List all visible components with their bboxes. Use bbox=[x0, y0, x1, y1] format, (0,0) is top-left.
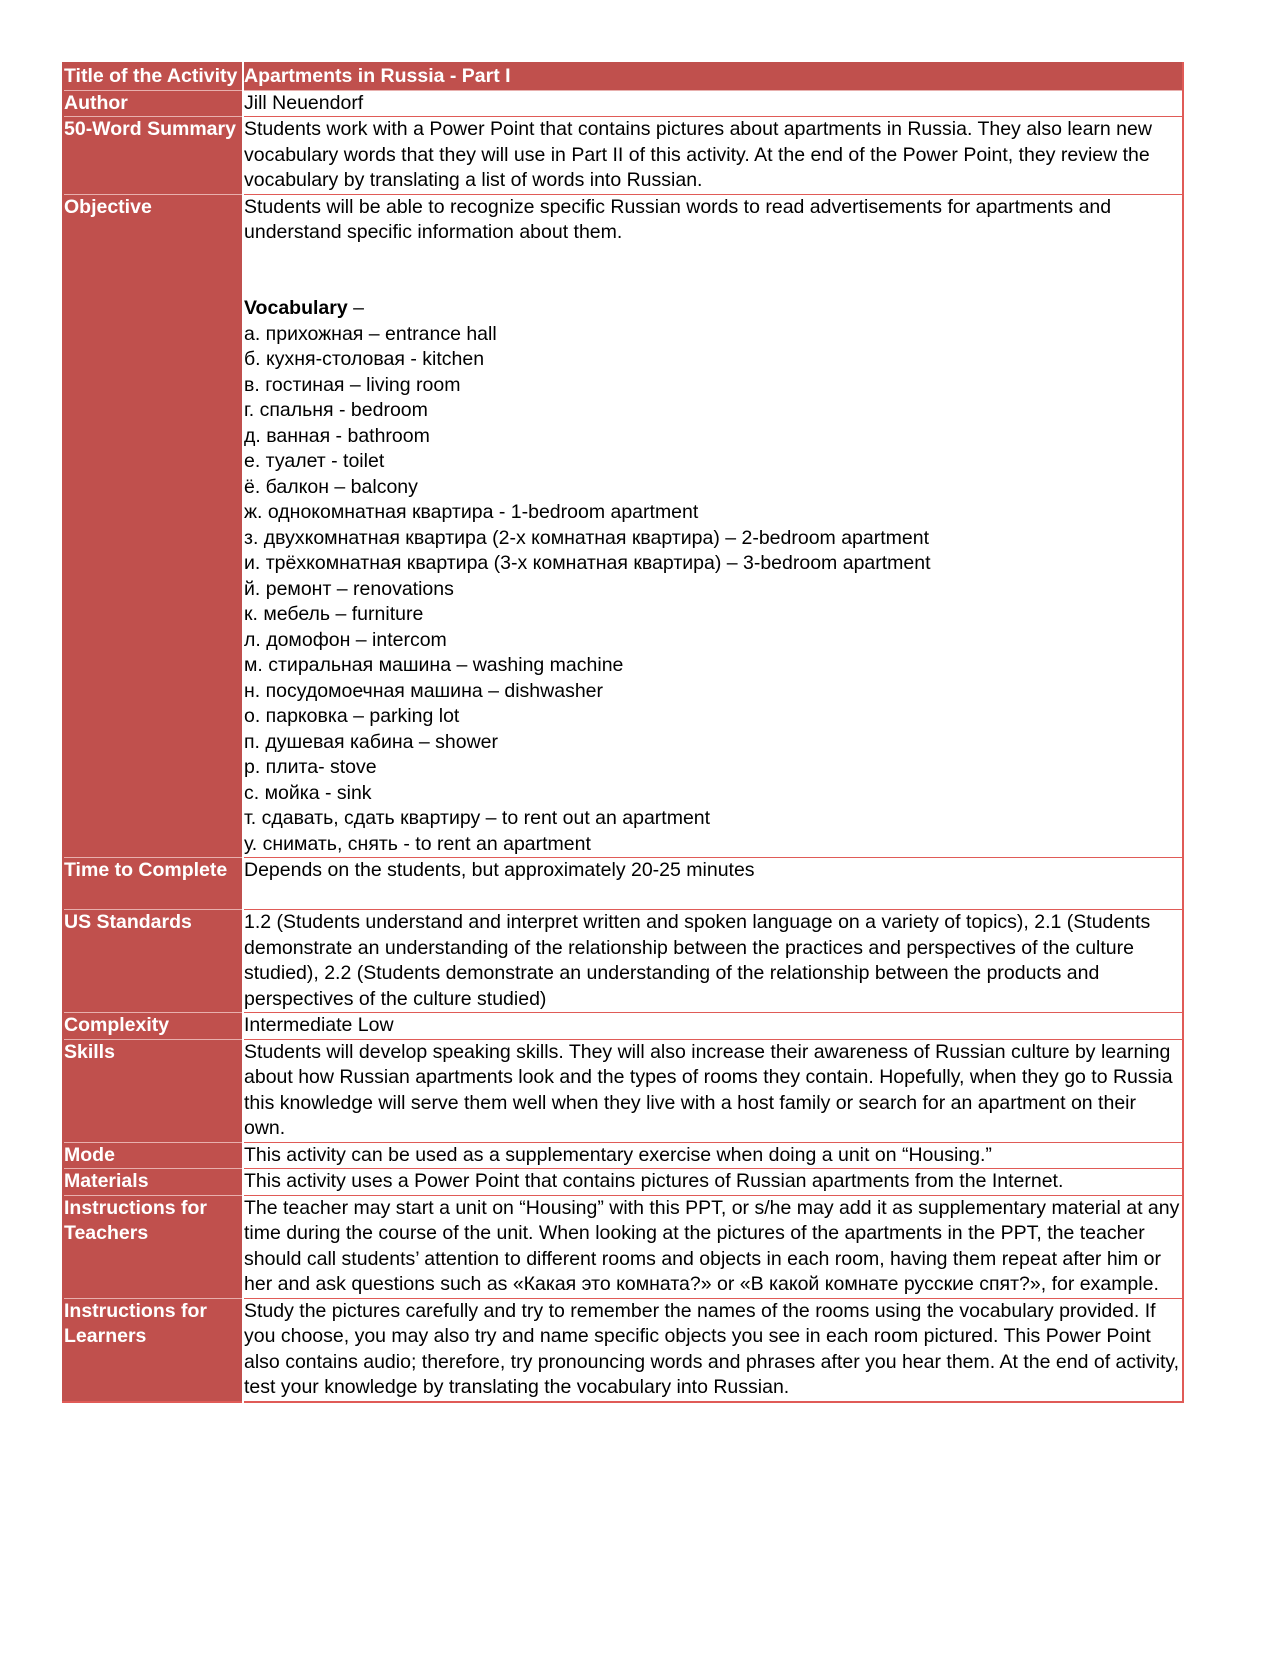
list-item: б. кухня-столовая - kitchen bbox=[244, 348, 485, 370]
table-row-author bbox=[63, 90, 1183, 117]
activity-description-table bbox=[62, 62, 1184, 1403]
row-label-us-standards: US Standards bbox=[63, 910, 243, 1013]
row-value-summary: Students work with a Power Point that contains pictures about apartments in Russia. They also learn new vocabulary words that they will use in Part II of this activity. At the end of the Power Point, they review the vocabulary by translating a list of words into Russian. bbox=[243, 117, 1183, 195]
list-item: л. домофон – intercom bbox=[244, 628, 447, 651]
vocabulary-list bbox=[244, 322, 1182, 858]
row-label-summary: 50-Word Summary bbox=[63, 117, 243, 195]
list-item: г. спальня - bedroom bbox=[244, 399, 428, 421]
row-value-materials: This activity uses a Power Point that contains pictures of Russian apartments from the Internet. bbox=[243, 1169, 1183, 1196]
table-row-mode bbox=[63, 1142, 1183, 1169]
table-row-skills bbox=[63, 1039, 1183, 1142]
row-value-instructions-teachers: The teacher may start a unit on “Housing” with this PPT, or s/he may add it as supplementary material at any time during the course of the unit. When looking at the pictures of the apartments in the PPT, the teacher should call students’ attention to different rooms and objects in each room, having them repeat after him or her and ask questions such as «Какая это комната?» or «В какой комнате русские спят?», for example. bbox=[243, 1195, 1183, 1298]
list-item: п. душевая кабина – shower bbox=[244, 730, 498, 753]
row-value-time-to-complete bbox=[243, 858, 1183, 910]
row-label-title: Title of the Activity bbox=[63, 63, 243, 90]
list-item: р. плита- stove bbox=[244, 756, 377, 778]
list-item: и. трёхкомнатная квартира (3-х комнатная квартира) – 3-bedroom apartment bbox=[244, 552, 931, 574]
row-value-mode: This activity can be used as a supplementary exercise when doing a unit on “Housing.” bbox=[243, 1142, 1183, 1169]
table-row-materials bbox=[63, 1169, 1183, 1196]
list-item: т. сдавать, сдать квартиру – to rent out an apartment bbox=[244, 807, 711, 829]
row-label-complexity: Complexity bbox=[63, 1013, 243, 1040]
list-item: с. мойка - sink bbox=[244, 781, 372, 804]
list-item: м. стиральная машина – washing machine bbox=[244, 654, 624, 676]
table-row-title bbox=[63, 63, 1183, 90]
row-value-author: Jill Neuendorf bbox=[243, 90, 1183, 117]
vocabulary-heading bbox=[244, 296, 1182, 322]
row-label-author: Author bbox=[63, 90, 243, 117]
time-to-complete-spacer bbox=[244, 884, 1182, 910]
row-value-complexity: Intermediate Low bbox=[243, 1013, 1183, 1040]
row-label-objective: Objective bbox=[63, 194, 243, 858]
vocabulary-heading-text: Vocabulary bbox=[244, 297, 348, 319]
row-label-instructions-teachers: Instructions for Teachers bbox=[63, 1195, 243, 1298]
row-label-instructions-learners: Instructions for Learners bbox=[63, 1298, 243, 1402]
row-value-instructions-learners: Study the pictures carefully and try to remember the names of the rooms using the vocabulary provided. If you choose, you may also try and name specific objects you see in each room pictured. This Power Point also contains audio; therefore, try pronouncing words and phrases after you hear them. At the end of activity, test your knowledge by translating the vocabulary into Russian. bbox=[243, 1298, 1183, 1402]
table-row-instructions-learners bbox=[63, 1298, 1183, 1402]
row-value-us-standards: 1.2 (Students understand and interpret written and spoken language on a variety of topics), 2.1 (Students demonstrate an understanding of the relationship between the practices and perspectives of the culture studied), 2.2 (Students demonstrate an understanding of the relationship between the products and perspectives of the culture studied) bbox=[243, 910, 1183, 1013]
list-item: в. гостиная – living room bbox=[244, 373, 461, 396]
list-item: ж. однокомнатная квартира - 1-bedroom apartment bbox=[244, 501, 699, 523]
row-label-time-to-complete: Time to Complete bbox=[63, 858, 243, 910]
row-label-mode: Mode bbox=[63, 1142, 243, 1169]
list-item: д. ванная - bathroom bbox=[244, 424, 430, 447]
row-value-skills: Students will develop speaking skills. They will also increase their awareness of Russian culture by learning about how Russian apartments look and the types of rooms they contain. Hopefully, when they go to Russia this knowledge will serve them well when they live with a host family or search for an apartment on their own. bbox=[243, 1039, 1183, 1142]
list-item: н. посудомоечная машина – dishwasher bbox=[244, 679, 603, 702]
list-item: ё. балкон – balcony bbox=[244, 475, 418, 498]
list-item: к. мебель – furniture bbox=[244, 603, 424, 625]
list-item: е. туалет - toilet bbox=[244, 450, 385, 472]
table-row-instructions-teachers bbox=[63, 1195, 1183, 1298]
row-value-title: Apartments in Russia - Part I bbox=[243, 63, 1183, 90]
list-item: з. двухкомнатная квартира (2-х комнатная квартира) – 2-bedroom apartment bbox=[244, 526, 930, 549]
table-row-time-to-complete bbox=[63, 858, 1183, 910]
table-row-objective bbox=[63, 194, 1183, 858]
vocabulary-heading-dash: – bbox=[347, 297, 364, 319]
table-row-summary bbox=[63, 117, 1183, 195]
list-item: о. парковка – parking lot bbox=[244, 705, 460, 727]
list-item: й. ремонт – renovations bbox=[244, 577, 454, 600]
table-row-complexity bbox=[63, 1013, 1183, 1040]
row-value-objective bbox=[243, 194, 1183, 858]
row-label-skills: Skills bbox=[63, 1039, 243, 1142]
row-label-materials: Materials bbox=[63, 1169, 243, 1196]
objective-spacer bbox=[244, 246, 1182, 272]
table-row-us-standards bbox=[63, 910, 1183, 1013]
list-item: а. прихожная – entrance hall bbox=[244, 322, 497, 345]
time-to-complete-text: Depends on the students, but approximately 20-25 minutes bbox=[244, 859, 755, 881]
list-item: у. снимать, снять - to rent an apartment bbox=[244, 832, 591, 855]
objective-intro: Students will be able to recognize specific Russian words to read advertisements for apartments and understand specific information about them. bbox=[244, 195, 1112, 243]
